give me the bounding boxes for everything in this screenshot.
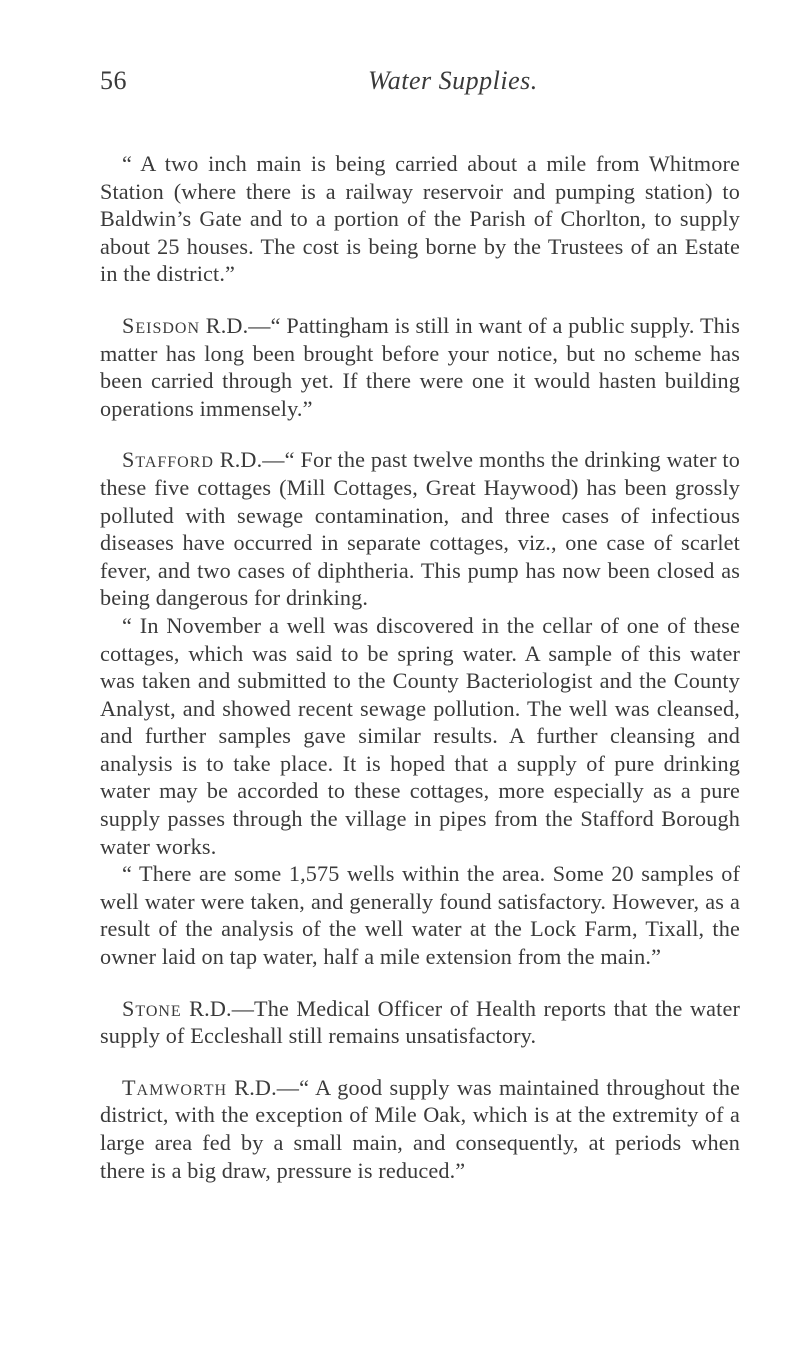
running-title: Water Supplies. xyxy=(368,66,538,95)
body-text xyxy=(100,150,740,1184)
paragraph-text: “ A two inch main is being carried about a mile from Whitmore Station (where there is a railway reservoir and pumping station) to Baldwin’s Gate and to a portion of the Parish of Chorlton, to supply about 25 houses. The cost is being borne by the Trustees of an Estate in the district.” xyxy=(100,151,740,287)
paragraph-text: R.D.—“ For the past twelve months the drinking water to these five cottages (Mill Cottages, Great Haywood) has been grossly polluted with sewage contamination, and three cases of infectious diseases have occurred in separate cottages, viz., one case of scarlet fever, and two cases of diphtheria. This pump has now been closed as being dangerous for drinking. xyxy=(100,447,740,611)
paragraph-stafford-wells-count xyxy=(100,860,740,970)
paragraph-text: R.D.—The Medical Officer of Health reports that the water supply of Eccleshall still remains unsatisfactory. xyxy=(100,995,740,1049)
paragraph-whitmore-main xyxy=(100,150,740,288)
district-name: Seisdon xyxy=(122,312,201,338)
district-name: Stone xyxy=(122,995,182,1021)
paragraph-stafford xyxy=(100,446,740,612)
paragraph-stone xyxy=(100,995,740,1050)
paragraph-text: R.D.—“ Pattingham is still in want of a public supply. This matter has long been brought before your notice, but no scheme has been carried through yet. If there were one it would hasten building operations immensely.” xyxy=(100,312,740,421)
paragraph-text: R.D.—“ A good supply was maintained throughout the district, with the exception of Mile Oak, which is at the extremity of a large area fed by a small main, and consequently, at periods when there is a big draw, pressure is reduced.” xyxy=(100,1074,740,1183)
paragraph-text: “ In November a well was discovered in the cellar of one of these cottages, which was said to be spring water. A sample of this water was taken and submitted to the County Bacteriologist and the County Analyst, and showed recent sewage pollution. The well was cleansed, and further samples gave similar results. A further cleansing and analysis is to take place. It is hoped that a supply of pure drinking water may be accorded to these cottages, more especially as a pure supply passes through the village in pipes from the Stafford Borough water works. xyxy=(100,612,740,859)
district-name: Tamworth xyxy=(122,1074,228,1100)
paragraph-tamworth xyxy=(100,1074,740,1184)
paragraph-text: “ There are some 1,575 wells within the area. Some 20 samples of well water were taken, and generally found satisfactory. However, as a result of the analysis of the well water at the Lock Farm, Tixall, the owner laid on tap water, half a mile extension from the main.” xyxy=(100,861,740,970)
paragraph-stafford-well xyxy=(100,612,740,860)
district-name: Stafford xyxy=(122,447,214,473)
paragraph-seisdon xyxy=(100,312,740,422)
page-header xyxy=(100,66,740,106)
page-number: 56 xyxy=(100,66,127,95)
